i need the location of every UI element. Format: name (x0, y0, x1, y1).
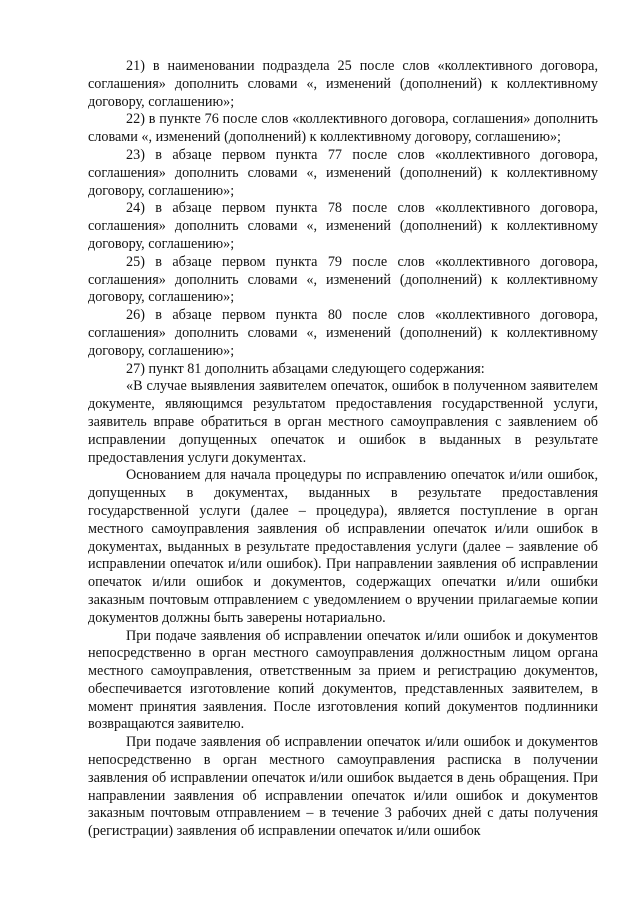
paragraph-item-25: 25) в абзаце первом пункта 79 после слов «коллективного договора, соглашения» дополнить словами «, изменений (дополнений) к коллективному договору, соглашению»; (88, 253, 598, 306)
paragraph-direct-submission: При подаче заявления об исправлении опечаток и/или ошибок и документов непосредственно в орган местного самоуправления должностным лицом органа местного самоуправления, ответственным за прием и регистрацию документов, обеспечивается изготовление копий документов, представленных заявителем, в момент принятия заявления. После изготовления копий документов подлинники возвращаются заявителю. (88, 627, 598, 733)
document-page (88, 58, 598, 841)
paragraph-quote-start: «В случае выявления заявителем опечаток, ошибок в полученном заявителем документе, являющимся результатом предоставления государственной услуги, заявитель вправе обратиться в орган местного самоуправления с заявлением об исправлении допущенных опечаток и ошибок в выданных в результате предоставления услуги документах. (88, 378, 598, 466)
paragraph-item-24: 24) в абзаце первом пункта 78 после слов «коллективного договора, соглашения» дополнить словами «, изменений (дополнений) к коллективному договору, соглашению»; (88, 200, 598, 252)
paragraph-item-22: 22) в пункте 76 после слов «коллективного договора, соглашения» дополнить словами «, изменений (дополнений) к коллективному договору, соглашению»; (88, 111, 598, 146)
paragraph-item-21: 21) в наименовании подраздела 25 после слов «коллективного договора, соглашения» дополнить словами «, изменений (дополнений) к коллективному договору, соглашению»; (88, 58, 598, 110)
paragraph-item-26: 26) в абзаце первом пункта 80 после слов «коллективного договора, соглашения» дополнить словами «, изменений (дополнений) к коллективному договору, соглашению»; (88, 307, 598, 359)
paragraph-receipt-issuance: При подаче заявления об исправлении опечаток и/или ошибок и документов непосредственно в орган местного самоуправления расписка в получении заявления об исправлении опечаток и/или ошибок выдается в день обращения. При направлении заявления об исправлении опечаток и/или ошибок и документов заказным почтовым отправлением – в течение 3 рабочих дней с даты получения (регистрации) заявления об исправлении опечаток и/или ошибок (88, 734, 598, 840)
paragraph-item-23: 23) в абзаце первом пункта 77 после слов «коллективного договора, соглашения» дополнить словами «, изменений (дополнений) к коллективному договору, соглашению»; (88, 146, 598, 199)
paragraph-item-27: 27) пункт 81 дополнить абзацами следующего содержания: (126, 360, 485, 377)
paragraph-procedure-basis: Основанием для начала процедуры по исправлению опечаток и/или ошибок, допущенных в документах, выданных в результате предоставления государственной услуги (далее – процедура), является поступление в орган местного самоуправления заявления об исправлении опечаток и/или ошибок в документах, выданных в результате предоставления услуги (далее – заявление об исправлении опечаток и/или ошибок). При направлении заявления об исправлении опечаток и/или ошибок и документов, содержащих опечатки и/или ошибки заказным почтовым отправлением с уведомлением о вручении прилагаемые копии документов должны быть заверены нотариально. (88, 467, 598, 626)
